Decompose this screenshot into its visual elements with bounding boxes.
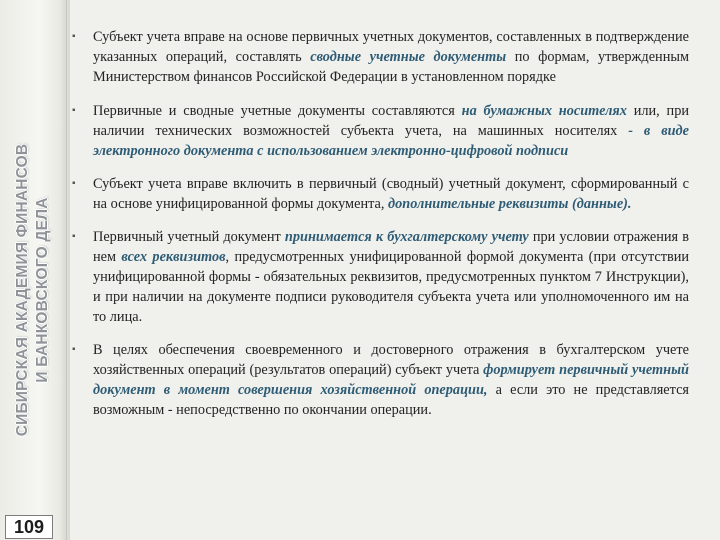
item-4-text-1: Первичный учетный документ <box>93 229 285 245</box>
sidebar-divider <box>66 0 67 540</box>
academy-name-vertical <box>13 144 53 437</box>
item-4-text-2: при условии отражения в нем <box>93 229 689 265</box>
item-3-highlight-1: дополнительные реквизиты (данные). <box>388 196 632 212</box>
list-item-2 <box>72 101 689 161</box>
list-item-5 <box>72 340 689 420</box>
item-3-text-1: Субъект учета вправе включить в первичный (сводный) учетный документ, сформированный с на основе унифицированной формы документа, <box>93 176 689 212</box>
item-1-text-1: Субъект учета вправе на основе первичных учетных документов, составленных в подтверждение указанных операций, составлять <box>93 29 689 65</box>
academy-name-line-2: И БАНКОВСКОГО ДЕЛА <box>34 197 51 383</box>
item-2-highlight-1: на бумажных носителях <box>461 103 627 119</box>
bullet-icon: ▪ <box>72 231 76 242</box>
item-5-highlight-1: формирует первичный учетный документ в момент совершения хозяйственной операции, <box>93 362 689 398</box>
list-item-3 <box>72 174 689 214</box>
list-item-4 <box>72 227 690 327</box>
item-1-text-2: по формам, утвержденным Министерством финансов Российской Федерации в установленном порядке <box>93 49 690 85</box>
list-item-1 <box>72 27 690 87</box>
bullet-list <box>72 27 690 434</box>
page-number: 109 <box>5 515 53 539</box>
item-2-highlight-2: - в виде электронного документа с использованием электронно-цифровой подписи <box>93 123 689 159</box>
bullet-icon: ▪ <box>72 31 76 42</box>
item-5-text-1: В целях обеспечения своевременного и достоверного отражения в бухгалтерском учете хозяйственных операций (результатов операций) субъект учета <box>93 342 689 378</box>
item-2-text-1: Первичные и сводные учетные документы составляются <box>93 103 462 119</box>
bullet-icon: ▪ <box>72 178 76 189</box>
bullet-icon: ▪ <box>72 344 76 355</box>
item-4-highlight-2: всех реквизитов <box>121 249 226 265</box>
academy-name-line-1: СИБИРСКАЯ АКАДЕМИЯ ФИНАНСОВ <box>14 143 31 437</box>
item-4-highlight-1: принимается к бухгалтерскому учету <box>284 229 529 245</box>
item-5-text-2: а если это не представляется возможным - непосредственно по окончании операции. <box>93 382 689 418</box>
sidebar-shadow <box>60 0 70 540</box>
item-2-text-2: или, при наличии технических возможностей субъекта учета, на машинных носителях <box>93 103 689 139</box>
item-4-text-3: , предусмотренных унифицированной формой документа (при отсутствии унифицированной формы - обязательных реквизитов, предусмотренных пунктом 7 Инструкции), и при наличии на документе подписи руководителя субъекта учета или уполномоченного им на то лица. <box>93 249 690 325</box>
item-1-highlight-1: сводные учетные документы <box>310 49 507 65</box>
bullet-icon: ▪ <box>72 105 76 116</box>
